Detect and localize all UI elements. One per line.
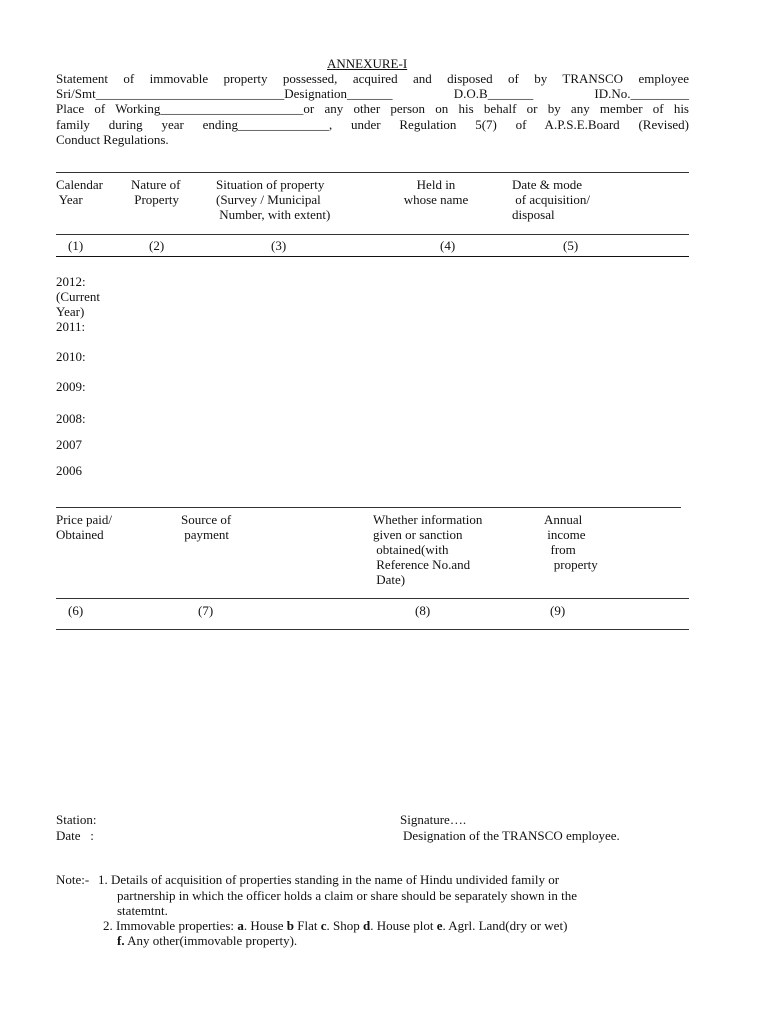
immovable-properties-prefix: 2. Immovable properties: — [103, 918, 235, 933]
option-a-text: . House — [243, 918, 284, 933]
year-row-2007: 2007 — [56, 437, 82, 452]
year-row-2006: 2006 — [56, 463, 82, 478]
table1-header-rule — [56, 234, 689, 235]
header-date-mode-acquisition: Date & mode of acquisition/ disposal — [512, 177, 590, 222]
note-item-1-line-3: statemtnt. — [117, 903, 168, 918]
header-price-paid: Price paid/ Obtained — [56, 512, 112, 542]
header-held-in-whose-name: Held in whose name — [403, 177, 469, 207]
statement-line: Statement of immovable property possessed, acquired and disposed of by TRANSCO employee — [56, 71, 689, 86]
year-row-2012: 2012: (Current Year) — [56, 274, 101, 319]
year-row-2009: 2009: — [56, 379, 86, 394]
year-row-2010: 2010: — [56, 349, 86, 364]
year-ending-line: family during year ending______________, under Regulation 5(7) of A.P.S.E.Board (Revised) — [56, 117, 689, 132]
header-source-of-payment: Source of payment — [181, 512, 232, 542]
note-item-1-line-2: partnership in which the officer holds a claim or share should be separately shown in the — [117, 888, 578, 903]
header-situation-of-property: Situation of property (Survey / Municipal Number, with extent) — [216, 177, 331, 222]
option-c-key: c — [320, 918, 327, 933]
header-whether-information: Whether information given or sanction obtained(with Reference No.and Date) — [373, 512, 483, 587]
header-calendar-year: Calendar Year — [56, 177, 103, 207]
option-e-key: e — [436, 918, 443, 933]
option-a-key: a — [237, 918, 244, 933]
col-number-6: (6) — [68, 603, 84, 618]
table1-top-rule — [56, 172, 689, 173]
note-item-2-line-2 — [117, 933, 297, 948]
station-label: Station: — [56, 812, 97, 827]
annexure-title: ANNEXURE-I — [327, 56, 408, 71]
col-number-8: (8) — [415, 603, 431, 618]
note-item-2-line-1 — [103, 918, 567, 933]
option-b-key: b — [286, 918, 295, 933]
option-d-key: d — [363, 918, 371, 933]
col-number-7: (7) — [198, 603, 214, 618]
designation-label: Designation of the TRANSCO employee. — [403, 828, 620, 843]
col-number-9: (9) — [550, 603, 566, 618]
header-annual-income: Annual income from property — [544, 512, 598, 572]
table2-bottom-rule — [56, 629, 689, 630]
table2-header-rule — [56, 598, 689, 599]
option-d-text: . House plot — [370, 918, 434, 933]
table2-top-rule — [56, 507, 681, 508]
option-b-text: Flat — [294, 918, 318, 933]
col-number-1: (1) — [68, 238, 84, 253]
col-number-3: (3) — [271, 238, 287, 253]
year-row-2008: 2008: — [56, 411, 86, 426]
option-c-text: . Shop — [326, 918, 360, 933]
date-label: Date : — [56, 828, 94, 843]
note-label: Note:- — [56, 872, 90, 887]
year-row-2011: 2011: — [56, 319, 86, 334]
employee-details-line: Sri/Smt_____________________________Designation_______ D.O.B_______ ID.No._________ — [56, 86, 689, 101]
option-e-text: . Agrl. Land(dry or wet) — [442, 918, 568, 933]
col-number-4: (4) — [440, 238, 456, 253]
note-item-1-line-1: 1. Details of acquisition of properties standing in the name of Hindu undivided family or — [98, 872, 560, 887]
col-number-2: (2) — [149, 238, 165, 253]
option-f-key: f. — [117, 933, 125, 948]
conduct-regulations-line: Conduct Regulations. — [56, 132, 169, 147]
col-number-5: (5) — [563, 238, 579, 253]
option-f-text: Any other(immovable property). — [124, 933, 298, 948]
place-of-working-line: Place of Working______________________or any other person on his behalf or by any member of his — [56, 101, 689, 116]
header-nature-of-property: Nature of Property — [131, 177, 181, 207]
table1-number-rule — [56, 256, 689, 257]
signature-label: Signature…. — [400, 812, 467, 827]
